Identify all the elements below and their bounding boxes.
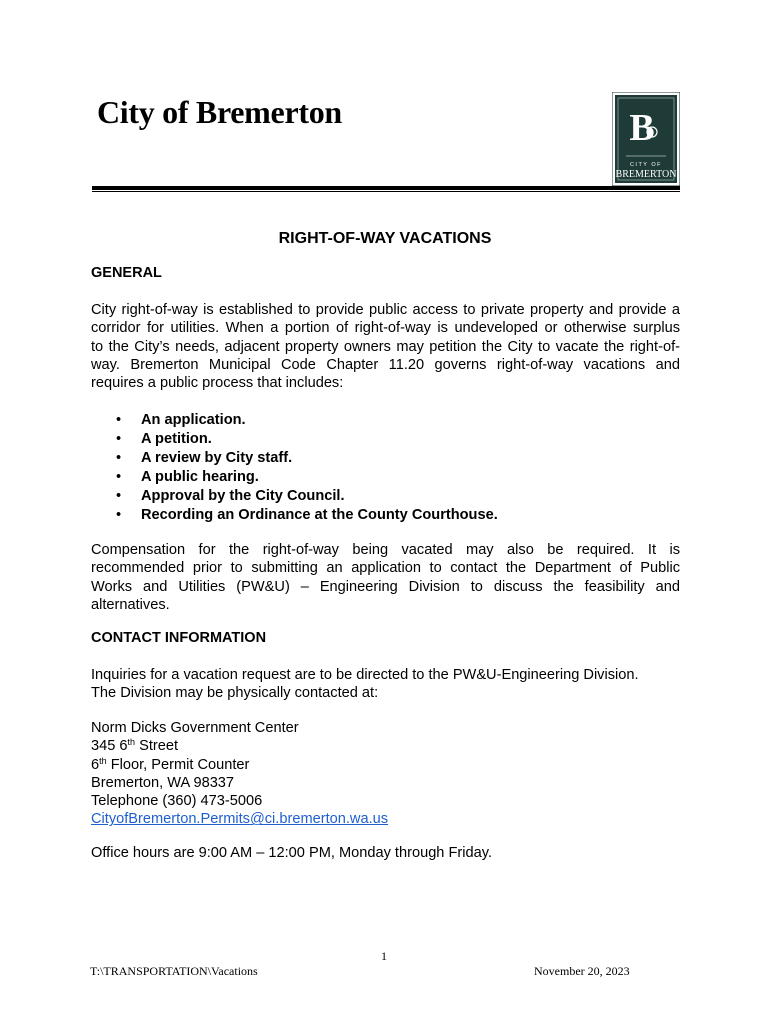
contact-address <box>91 719 388 829</box>
city-logo <box>612 92 680 186</box>
floor-info: 6th Floor, Permit Counter <box>91 755 250 773</box>
general-heading: GENERAL <box>91 265 162 281</box>
document-title: City of Bremerton <box>97 94 342 130</box>
process-list <box>116 411 498 524</box>
list-item: • A petition. <box>116 430 212 447</box>
street-address: 345 6th Street <box>91 737 179 755</box>
office-hours: Office hours are 9:00 AM – 12:00 PM, Monday through Friday. <box>91 845 492 861</box>
compensation-line: Compensation for the right-of-way being vacated may also be required. It is <box>91 542 680 558</box>
logo-letter: B <box>629 107 655 149</box>
logo-name: BREMERTON <box>615 169 677 180</box>
compensation-line: recommended prior to submitting an application to contact the Department of Public <box>91 560 680 577</box>
email-link[interactable]: CityofBremerton.Permits@ci.bremerton.wa.us <box>91 811 389 828</box>
bullet-icon: • <box>116 468 122 485</box>
bullet-icon: • <box>116 449 122 466</box>
footer-date: November 20, 2023 <box>534 964 630 978</box>
contact-intro-line: The Division may be physically contacted at: <box>91 685 379 702</box>
document-heading: RIGHT-OF-WAY VACATIONS <box>278 230 492 247</box>
general-line: City right-of-way is established to provide public access to private property and provide a <box>91 302 680 318</box>
telephone: Telephone (360) 473-5006 <box>91 793 263 810</box>
contact-intro-line: Inquiries for a vacation request are to be directed to the PW&U-Engineering Division. <box>91 667 639 683</box>
contact-heading: CONTACT INFORMATION <box>91 630 267 646</box>
page-number: 1 <box>381 949 387 963</box>
footer-path: T:\TRANSPORTATION\Vacations <box>90 964 258 978</box>
compensation-paragraph <box>91 541 680 614</box>
list-item: • Approval by the City Council. <box>116 487 345 504</box>
logo-subtitle: CITY OF <box>629 162 663 168</box>
general-line: way. Bremerton Municipal Code Chapter 11.20 governs right-of-way vacations and <box>91 356 680 373</box>
city-state-zip: Bremerton, WA 98337 <box>91 774 235 791</box>
general-line: requires a public process that includes: <box>91 375 344 392</box>
header-rule-thin <box>92 191 680 192</box>
bullet-icon: • <box>116 487 122 504</box>
general-line: to the City’s needs, adjacent property owners may petition the City to vacate the right-of- <box>91 338 680 355</box>
list-item: • A review by City staff. <box>116 449 293 466</box>
compensation-line: Works and Utilities (PW&U) – Engineering Division to discuss the feasibility and <box>91 578 680 595</box>
bullet-icon: • <box>116 412 122 428</box>
list-item: • Recording an Ordinance at the County Courthouse. <box>116 506 498 523</box>
list-item: • An application. <box>116 412 246 428</box>
contact-intro <box>91 666 680 703</box>
bullet-icon: • <box>116 430 122 447</box>
header-rule <box>92 186 680 190</box>
compensation-line: alternatives. <box>91 596 170 613</box>
list-item: • A public hearing. <box>116 468 259 485</box>
general-paragraph <box>91 301 680 392</box>
general-line: corridor for utilities. When a portion of right-of-way is undeveloped or otherwise surplus <box>91 320 680 337</box>
building-name: Norm Dicks Government Center <box>91 720 299 736</box>
bullet-icon: • <box>116 506 122 523</box>
